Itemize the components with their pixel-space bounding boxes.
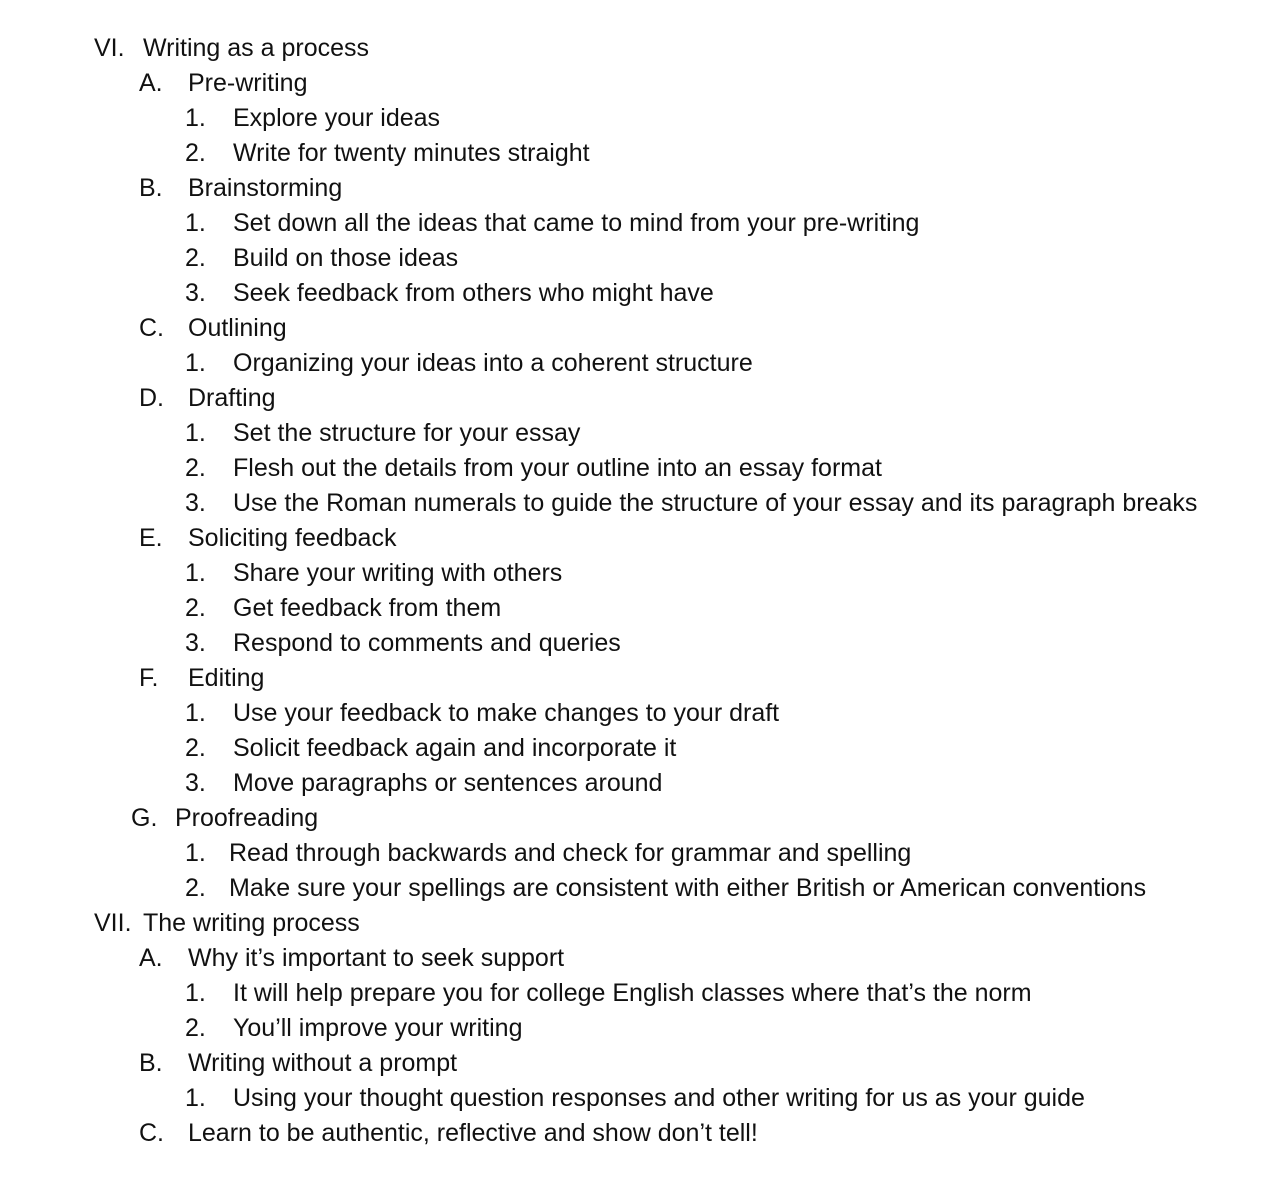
outline-item-marker: 1.	[185, 209, 206, 237]
outline-item-text: Build on those ideas	[233, 244, 459, 272]
outline-item-text: Using your thought question responses and other writing for us as your guide	[233, 1084, 1085, 1112]
outline-item-level-2	[0, 171, 1278, 206]
outline-item-marker: A.	[139, 944, 163, 972]
outline-item-marker: D.	[139, 384, 164, 412]
outline-item-level-3	[0, 696, 1278, 731]
outline-item-text: You’ll improve your writing	[233, 1014, 523, 1042]
outline-item-marker: B.	[139, 174, 163, 202]
outline-item-marker: B.	[139, 1049, 163, 1077]
outline-item-marker: 2.	[185, 454, 206, 482]
outline-item-level-2	[0, 1116, 1278, 1151]
outline-item-level-3	[0, 416, 1278, 451]
outline-item-text: Set the structure for your essay	[233, 419, 581, 447]
outline-item-level-3	[0, 836, 1278, 871]
outline-item-text: It will help prepare you for college English classes where that’s the norm	[233, 979, 1032, 1007]
outline-item-level-3	[0, 276, 1278, 311]
outline-item-text: Organizing your ideas into a coherent structure	[233, 349, 753, 377]
outline-item-text: Move paragraphs or sentences around	[233, 769, 663, 797]
outline-item-marker: F.	[139, 664, 159, 692]
outline-item-marker: E.	[139, 524, 163, 552]
outline-item-level-3	[0, 591, 1278, 626]
outline-item-text: Use the Roman numerals to guide the structure of your essay and its paragraph breaks	[233, 489, 1198, 517]
outline-item-text: Respond to comments and queries	[233, 629, 621, 657]
outline-item-text: Soliciting feedback	[188, 524, 397, 552]
outline-item-level-1	[0, 906, 1278, 941]
outline-item-marker: 2.	[185, 594, 206, 622]
outline-item-marker: 1.	[185, 699, 206, 727]
outline-item-marker: 1.	[185, 839, 206, 867]
outline-item-text: Read through backwards and check for grammar and spelling	[229, 839, 912, 867]
outline-item-marker: 3.	[185, 769, 206, 797]
outline-item-level-2	[0, 66, 1278, 101]
outline-item-level-3	[0, 451, 1278, 486]
outline-item-level-2	[0, 521, 1278, 556]
outline-item-level-3	[0, 241, 1278, 276]
outline-item-level-3	[0, 1081, 1278, 1116]
outline-item-marker: 2.	[185, 244, 206, 272]
outline-item-marker: 2.	[185, 734, 206, 762]
outline-item-level-3	[0, 556, 1278, 591]
outline-item-text: Brainstorming	[188, 174, 343, 202]
outline-item-marker: 1.	[185, 979, 206, 1007]
outline-item-level-3	[0, 976, 1278, 1011]
outline-item-marker: 2.	[185, 874, 206, 902]
outline-item-text: Make sure your spellings are consistent with either British or American conventions	[229, 874, 1147, 902]
outline-item-text: Set down all the ideas that came to mind from your pre-writing	[233, 209, 920, 237]
outline-item-text: Flesh out the details from your outline into an essay format	[233, 454, 882, 482]
outline-item-text: Writing without a prompt	[188, 1049, 458, 1077]
outline-item-marker: C.	[139, 1119, 164, 1147]
outline-item-text: Learn to be authentic, reflective and show don’t tell!	[188, 1119, 758, 1147]
outline-item-text: Why it’s important to seek support	[188, 944, 565, 972]
outline-item-level-2	[0, 1046, 1278, 1081]
outline-item-level-3	[0, 1011, 1278, 1046]
outline-item-level-3	[0, 871, 1278, 906]
outline-item-level-3	[0, 101, 1278, 136]
outline-item-text: Outlining	[188, 314, 287, 342]
outline-item-marker: VII.	[94, 909, 132, 937]
outline-item-level-3	[0, 136, 1278, 171]
outline-item-level-3	[0, 486, 1278, 521]
outline-item-text: Drafting	[188, 384, 276, 412]
outline-item-level-3	[0, 766, 1278, 801]
outline-item-level-2	[0, 381, 1278, 416]
outline-item-level-3	[0, 731, 1278, 766]
outline-item-level-3	[0, 206, 1278, 241]
outline-item-marker: 1.	[185, 1084, 206, 1112]
outline-item-marker: 1.	[185, 104, 206, 132]
outline-item-level-2	[0, 661, 1278, 696]
outline-item-level-2	[0, 311, 1278, 346]
outline-item-marker: 1.	[185, 559, 206, 587]
outline-item-text: Writing as a process	[143, 34, 370, 62]
outline-item-level-2	[0, 941, 1278, 976]
outline-item-marker: VI.	[94, 34, 125, 62]
outline-item-marker: C.	[139, 314, 164, 342]
outline-item-marker: 3.	[185, 489, 206, 517]
outline-item-marker: 3.	[185, 279, 206, 307]
outline-item-text: Solicit feedback again and incorporate it	[233, 734, 677, 762]
outline-item-level-3	[0, 626, 1278, 661]
outline-item-text: Share your writing with others	[233, 559, 563, 587]
outline-item-text: Write for twenty minutes straight	[233, 139, 590, 167]
outline-item-text: Get feedback from them	[233, 594, 502, 622]
outline-item-text: Explore your ideas	[233, 104, 441, 132]
outline-item-text: Pre-writing	[188, 69, 308, 97]
outline-item-text: The writing process	[143, 909, 360, 937]
outline-item-text: Editing	[188, 664, 265, 692]
outline-item-text: Proofreading	[175, 804, 319, 832]
document-outline	[0, 31, 1278, 1151]
outline-item-text: Use your feedback to make changes to your draft	[233, 699, 780, 727]
outline-item-level-2	[0, 801, 1278, 836]
outline-item-marker: 1.	[185, 419, 206, 447]
outline-item-text: Seek feedback from others who might have	[233, 279, 714, 307]
outline-item-level-3	[0, 346, 1278, 381]
outline-item-marker: 1.	[185, 349, 206, 377]
outline-item-marker: 2.	[185, 139, 206, 167]
outline-item-marker: 3.	[185, 629, 206, 657]
outline-item-marker: G.	[131, 804, 158, 832]
outline-item-level-1	[0, 31, 1278, 66]
outline-item-marker: A.	[139, 69, 163, 97]
outline-item-marker: 2.	[185, 1014, 206, 1042]
